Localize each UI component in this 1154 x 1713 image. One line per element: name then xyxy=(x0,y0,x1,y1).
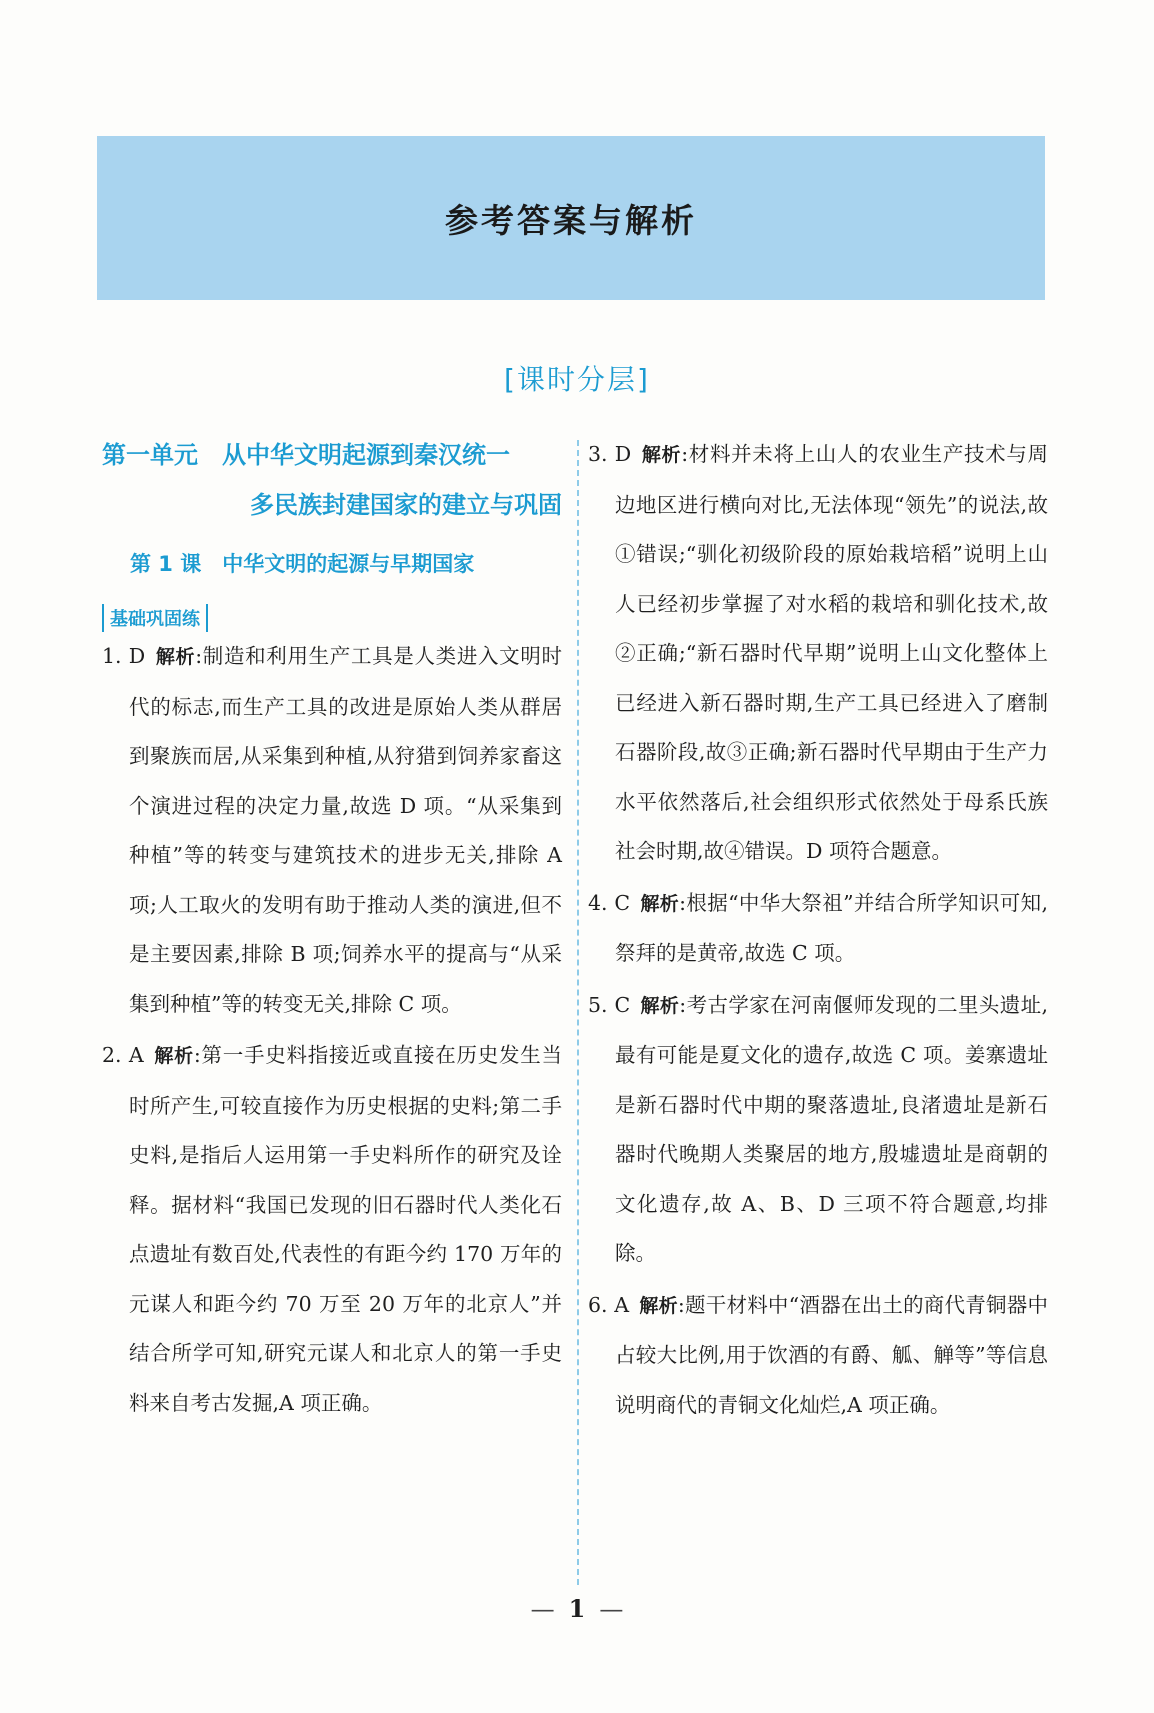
analysis-label: 解析 xyxy=(153,1045,194,1067)
title-banner xyxy=(97,136,1045,300)
answer-text: :考古学家在河南偃师发现的二里头遗址,最有可能是夏文化的遗存,故选 C 项。姜寨遗址是新石器时代中期的聚落遗址,良渚遗址是新石器时代晚期人类聚居的地方,殷墟遗址是商朝的文化遗存,故 A、B、D 三项不符合题意,均排除。 xyxy=(615,992,1048,1265)
page-title: 参考答案与解析 xyxy=(445,200,697,240)
bracket-open: [ xyxy=(504,363,517,396)
analysis-label: 解析 xyxy=(640,892,680,915)
right-column xyxy=(588,430,1048,1430)
footer-dash-right: — xyxy=(599,1595,624,1623)
answer-text: :材料并未将上山人的农业生产技术与周边地区进行横向对比,无法体现“领先”的说法,故①错误;“驯化初级阶段的原始栽培稻”说明上山人已经初步掌握了对水稻的栽培和驯化技术,故②正确;“新石器时代早期”说明上山文化整体上已经进入新石器时期,生产工具已经进入了磨制石器阶段,故③正确;新石器时代早期由于生产力水平依然落后,社会组织形式依然处于母系氏族社会时期,故④错误。D 项符合题意。 xyxy=(615,442,1048,863)
answer-item-2 xyxy=(102,1031,562,1428)
answer-text: :题干材料中“酒器在出土的商代青铜器中占较大比例,用于饮酒的有爵、觚、觯等”等信息说明商代的青铜文化灿烂,A 项正确。 xyxy=(615,1292,1048,1417)
answer-item-4 xyxy=(588,879,1048,979)
analysis-label: 解析 xyxy=(640,994,680,1017)
answer-item-5 xyxy=(588,981,1048,1279)
footer-dash-left: — xyxy=(530,1595,555,1623)
unit-title-line2: 多民族封建国家的建立与巩固 xyxy=(250,491,562,519)
section-title: 课时分层 xyxy=(516,363,637,396)
answer-item-1 xyxy=(102,632,562,1029)
answer-text: :第一手史料指接近或直接在历史发生当时所产生,可较直接作为历史根据的史料;第二手史料,是指后人运用第一手史料所作的研究及诠释。据材料“我国已发现的旧石器时代人类化石点遗址有数百处,代表性的有距今约 170 万年的元谋人和距今约 70 万至 20 万年的北京人”并结合所学可知,研究元谋人和北京人的第一手史料来自考古发掘,A 项正确。 xyxy=(129,1043,562,1415)
answer-number: 1. D xyxy=(102,644,146,668)
lesson-title: 第 1 课 中华文明的起源与早期国家 xyxy=(130,552,475,576)
page-number: 1 xyxy=(568,1594,586,1623)
answer-number: 4. C xyxy=(588,890,631,915)
analysis-label: 解析 xyxy=(639,1294,678,1317)
answer-number: 3. D xyxy=(588,442,632,466)
answer-text: :根据“中华大祭祖”并结合所学知识可知,祭拜的是黄帝,故选 C 项。 xyxy=(615,890,1048,965)
answer-item-3 xyxy=(588,430,1048,877)
page-footer xyxy=(0,1594,1154,1623)
answer-number: 6. A xyxy=(588,1292,630,1317)
answer-number: 2. A xyxy=(102,1043,144,1067)
practice-label: 基础巩固练 xyxy=(102,604,208,632)
answer-number: 5. C xyxy=(588,992,631,1017)
section-heading xyxy=(0,358,1154,398)
column-divider xyxy=(577,440,579,1585)
left-column xyxy=(102,430,562,1428)
bracket-close: ] xyxy=(637,363,650,396)
analysis-label: 解析 xyxy=(641,444,682,466)
unit-title-line1: 第一单元 从中华文明起源到秦汉统一 xyxy=(102,441,510,469)
answer-text: :制造和利用生产工具是人类进入文明时代的标志,而生产工具的改进是原始人类从群居到聚族而居,从采集到种植,从狩猎到饲养家畜这个演进过程的决定力量,故选 D 项。“从采集到种植”等的转变与建筑技术的进步无关,排除 A 项;人工取火的发明有助于推动人类的演进,但不是主要因素,排除 B 项;饲养水平的提高与“从采集到种植”等的转变无关,排除 C 项。 xyxy=(129,644,562,1016)
analysis-label: 解析 xyxy=(155,646,196,668)
answer-item-6 xyxy=(588,1281,1048,1431)
